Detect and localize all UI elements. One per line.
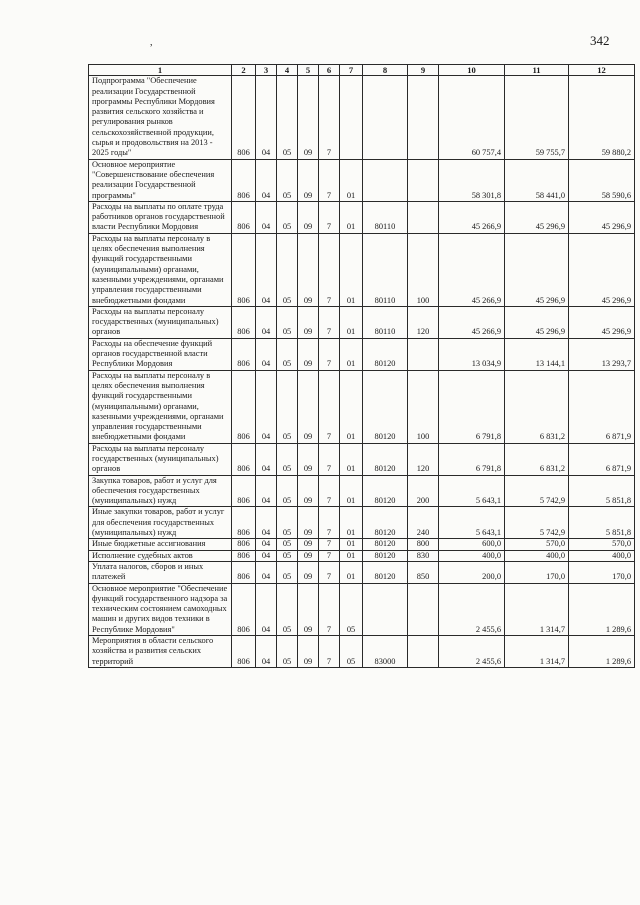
code-cell: 7 [319,370,340,443]
code-cell: 09 [298,306,319,338]
code-cell: 09 [298,636,319,668]
code-cell: 806 [232,475,256,507]
amount-cell: 6 791,8 [439,443,505,475]
code-cell: 7 [319,159,340,201]
code-cell: 05 [277,636,298,668]
code-cell: 04 [256,443,277,475]
amount-cell: 200,0 [439,561,505,583]
amount-cell: 2 455,6 [439,583,505,635]
code-cell [408,636,439,668]
code-cell [363,76,408,159]
code-cell [408,201,439,233]
amount-cell: 400,0 [505,550,569,561]
row-name-cell: Основное мероприятие "Обеспечение функций государственного надзора за техническим состоянием самоходных машин и других видов техники в Республике Мордовия" [89,583,232,635]
code-cell [363,159,408,201]
amount-cell: 45 296,9 [569,233,635,306]
code-cell: 80120 [363,550,408,561]
code-cell: 04 [256,233,277,306]
code-cell: 7 [319,539,340,550]
code-cell: 120 [408,306,439,338]
table-row [89,201,635,233]
code-cell: 04 [256,76,277,159]
code-cell: 01 [340,338,363,370]
table-row [89,443,635,475]
code-cell: 05 [277,507,298,539]
code-cell: 830 [408,550,439,561]
amount-cell: 45 296,9 [569,306,635,338]
amount-cell: 5 742,9 [505,475,569,507]
code-cell: 7 [319,338,340,370]
amount-cell: 13 034,9 [439,338,505,370]
table-row [89,306,635,338]
code-cell: 05 [277,443,298,475]
code-cell: 05 [340,583,363,635]
code-cell: 01 [340,561,363,583]
code-cell: 7 [319,636,340,668]
code-cell: 04 [256,583,277,635]
code-cell: 7 [319,306,340,338]
code-cell: 7 [319,233,340,306]
code-cell [408,76,439,159]
code-cell: 05 [277,76,298,159]
column-header: 4 [277,65,298,76]
code-cell: 04 [256,539,277,550]
code-cell: 100 [408,370,439,443]
table-row [89,475,635,507]
header-row [89,65,635,76]
column-header: 3 [256,65,277,76]
code-cell: 806 [232,201,256,233]
code-cell: 806 [232,507,256,539]
amount-cell: 45 266,9 [439,306,505,338]
column-header: 5 [298,65,319,76]
amount-cell: 5 851,8 [569,475,635,507]
code-cell [340,76,363,159]
code-cell: 01 [340,233,363,306]
amount-cell: 1 289,6 [569,636,635,668]
amount-cell: 45 296,9 [569,201,635,233]
column-header: 6 [319,65,340,76]
table-row [89,507,635,539]
amount-cell: 600,0 [439,539,505,550]
code-cell: 04 [256,201,277,233]
amount-cell: 170,0 [569,561,635,583]
row-name-cell: Расходы на выплаты персоналу в целях обеспечения выполнения функций государственными (муниципальными) органами, казенными учреждениями, органами управления государственными внебюджетными фондами [89,370,232,443]
row-name-cell: Расходы на выплаты по оплате труда работников органов государственной власти Республики Мордовия [89,201,232,233]
row-name-cell: Иные бюджетные ассигнования [89,539,232,550]
code-cell: 09 [298,370,319,443]
code-cell: 7 [319,443,340,475]
column-header: 10 [439,65,505,76]
table-row [89,338,635,370]
row-name-cell: Мероприятия в области сельского хозяйства и развития сельских территорий [89,636,232,668]
code-cell: 120 [408,443,439,475]
code-cell: 806 [232,306,256,338]
column-header: 9 [408,65,439,76]
row-name-cell: Расходы на выплаты персоналу государственных (муниципальных) органов [89,306,232,338]
amount-cell: 5 643,1 [439,475,505,507]
amount-cell: 59 755,7 [505,76,569,159]
code-cell: 09 [298,76,319,159]
code-cell: 7 [319,550,340,561]
amount-cell: 570,0 [569,539,635,550]
amount-cell: 1 289,6 [569,583,635,635]
row-name-cell: Основное мероприятие "Совершенствование обеспечения реализации Государственной программы" [89,159,232,201]
code-cell: 04 [256,338,277,370]
row-name-cell: Расходы на выплаты персоналу государственных (муниципальных) органов [89,443,232,475]
amount-cell: 60 757,4 [439,76,505,159]
amount-cell: 2 455,6 [439,636,505,668]
code-cell: 80110 [363,233,408,306]
code-cell: 7 [319,475,340,507]
row-name-cell: Уплата налогов, сборов и иных платежей [89,561,232,583]
code-cell: 05 [277,370,298,443]
code-cell: 09 [298,539,319,550]
code-cell: 09 [298,583,319,635]
code-cell: 850 [408,561,439,583]
code-cell: 04 [256,561,277,583]
code-cell: 09 [298,338,319,370]
row-name-cell: Подпрограмма "Обеспечение реализации Государственной программы Республики Мордовия развития сельского хозяйства и регулирования рынков сельскохозяйственной продукции, сырья и продовольствия на 2013 - 2025 годы" [89,76,232,159]
amount-cell: 59 880,2 [569,76,635,159]
code-cell: 01 [340,306,363,338]
table-row [89,636,635,668]
row-name-cell: Исполнение судебных актов [89,550,232,561]
table-row [89,583,635,635]
code-cell: 806 [232,370,256,443]
code-cell: 200 [408,475,439,507]
amount-cell: 1 314,7 [505,583,569,635]
code-cell: 01 [340,475,363,507]
table-row [89,233,635,306]
column-header: 7 [340,65,363,76]
code-cell: 01 [340,539,363,550]
table-row [89,370,635,443]
code-cell [408,159,439,201]
code-cell: 05 [277,233,298,306]
code-cell: 80120 [363,507,408,539]
code-cell [408,338,439,370]
row-name-cell: Расходы на обеспечение функций органов государственной власти Республики Мордовия [89,338,232,370]
table-row [89,539,635,550]
code-cell: 09 [298,550,319,561]
code-cell: 01 [340,159,363,201]
code-cell: 09 [298,201,319,233]
code-cell: 7 [319,76,340,159]
amount-cell: 170,0 [505,561,569,583]
code-cell: 05 [277,159,298,201]
amount-cell: 5 851,8 [569,507,635,539]
code-cell: 7 [319,507,340,539]
code-cell: 80120 [363,475,408,507]
code-cell: 04 [256,507,277,539]
amount-cell: 6 831,2 [505,370,569,443]
code-cell: 7 [319,561,340,583]
column-header: 11 [505,65,569,76]
amount-cell: 13 293,7 [569,338,635,370]
code-cell: 05 [340,636,363,668]
code-cell: 09 [298,233,319,306]
budget-table [88,64,635,668]
amount-cell: 400,0 [569,550,635,561]
code-cell [363,583,408,635]
code-cell: 80120 [363,539,408,550]
code-cell: 05 [277,338,298,370]
code-cell: 05 [277,539,298,550]
table-row [89,159,635,201]
amount-cell: 6 871,9 [569,370,635,443]
code-cell: 80120 [363,338,408,370]
code-cell: 09 [298,561,319,583]
row-name-cell: Расходы на выплаты персоналу в целях обеспечения выполнения функций государственными (муниципальными) органами, казенными учреждениями, органами управления государственными внебюджетными фондами [89,233,232,306]
amount-cell: 5 742,9 [505,507,569,539]
page-number: 342 [590,33,610,48]
amount-cell: 45 296,9 [505,233,569,306]
table-row [89,76,635,159]
column-header: 1 [89,65,232,76]
code-cell: 7 [319,201,340,233]
code-cell: 806 [232,76,256,159]
code-cell: 09 [298,159,319,201]
code-cell: 09 [298,507,319,539]
code-cell: 05 [277,550,298,561]
amount-cell: 5 643,1 [439,507,505,539]
code-cell: 80120 [363,443,408,475]
code-cell: 80110 [363,306,408,338]
code-cell: 05 [277,583,298,635]
code-cell: 09 [298,443,319,475]
code-cell: 806 [232,583,256,635]
amount-cell: 45 296,9 [505,306,569,338]
code-cell: 80120 [363,370,408,443]
code-cell: 05 [277,306,298,338]
code-cell: 800 [408,539,439,550]
code-cell: 01 [340,370,363,443]
code-cell: 806 [232,539,256,550]
code-cell: 806 [232,550,256,561]
amount-cell: 6 831,2 [505,443,569,475]
code-cell: 04 [256,636,277,668]
code-cell: 09 [298,475,319,507]
column-header: 8 [363,65,408,76]
code-cell: 806 [232,159,256,201]
code-cell: 100 [408,233,439,306]
amount-cell: 1 314,7 [505,636,569,668]
code-cell: 806 [232,636,256,668]
code-cell: 05 [277,561,298,583]
amount-cell: 45 296,9 [505,201,569,233]
code-cell [408,583,439,635]
code-cell: 01 [340,507,363,539]
table-row [89,561,635,583]
stray-mark: , [150,37,153,48]
column-header: 12 [569,65,635,76]
code-cell: 04 [256,550,277,561]
code-cell: 05 [277,475,298,507]
code-cell: 806 [232,443,256,475]
code-cell: 7 [319,583,340,635]
amount-cell: 58 590,6 [569,159,635,201]
code-cell: 80110 [363,201,408,233]
code-cell: 806 [232,338,256,370]
amount-cell: 58 441,0 [505,159,569,201]
code-cell: 04 [256,370,277,443]
code-cell: 806 [232,233,256,306]
code-cell: 240 [408,507,439,539]
code-cell: 01 [340,550,363,561]
row-name-cell: Закупка товаров, работ и услуг для обеспечения государственных (муниципальных) нужд [89,475,232,507]
code-cell: 04 [256,306,277,338]
code-cell: 83000 [363,636,408,668]
amount-cell: 400,0 [439,550,505,561]
row-name-cell: Иные закупки товаров, работ и услуг для обеспечения государственных (муниципальных) нужд [89,507,232,539]
code-cell: 05 [277,201,298,233]
table-row [89,550,635,561]
code-cell: 04 [256,475,277,507]
amount-cell: 570,0 [505,539,569,550]
code-cell: 04 [256,159,277,201]
code-cell: 80120 [363,561,408,583]
column-header: 2 [232,65,256,76]
code-cell: 806 [232,561,256,583]
code-cell: 01 [340,443,363,475]
code-cell: 01 [340,201,363,233]
amount-cell: 45 266,9 [439,201,505,233]
amount-cell: 45 266,9 [439,233,505,306]
amount-cell: 13 144,1 [505,338,569,370]
amount-cell: 6 871,9 [569,443,635,475]
amount-cell: 6 791,8 [439,370,505,443]
amount-cell: 58 301,8 [439,159,505,201]
